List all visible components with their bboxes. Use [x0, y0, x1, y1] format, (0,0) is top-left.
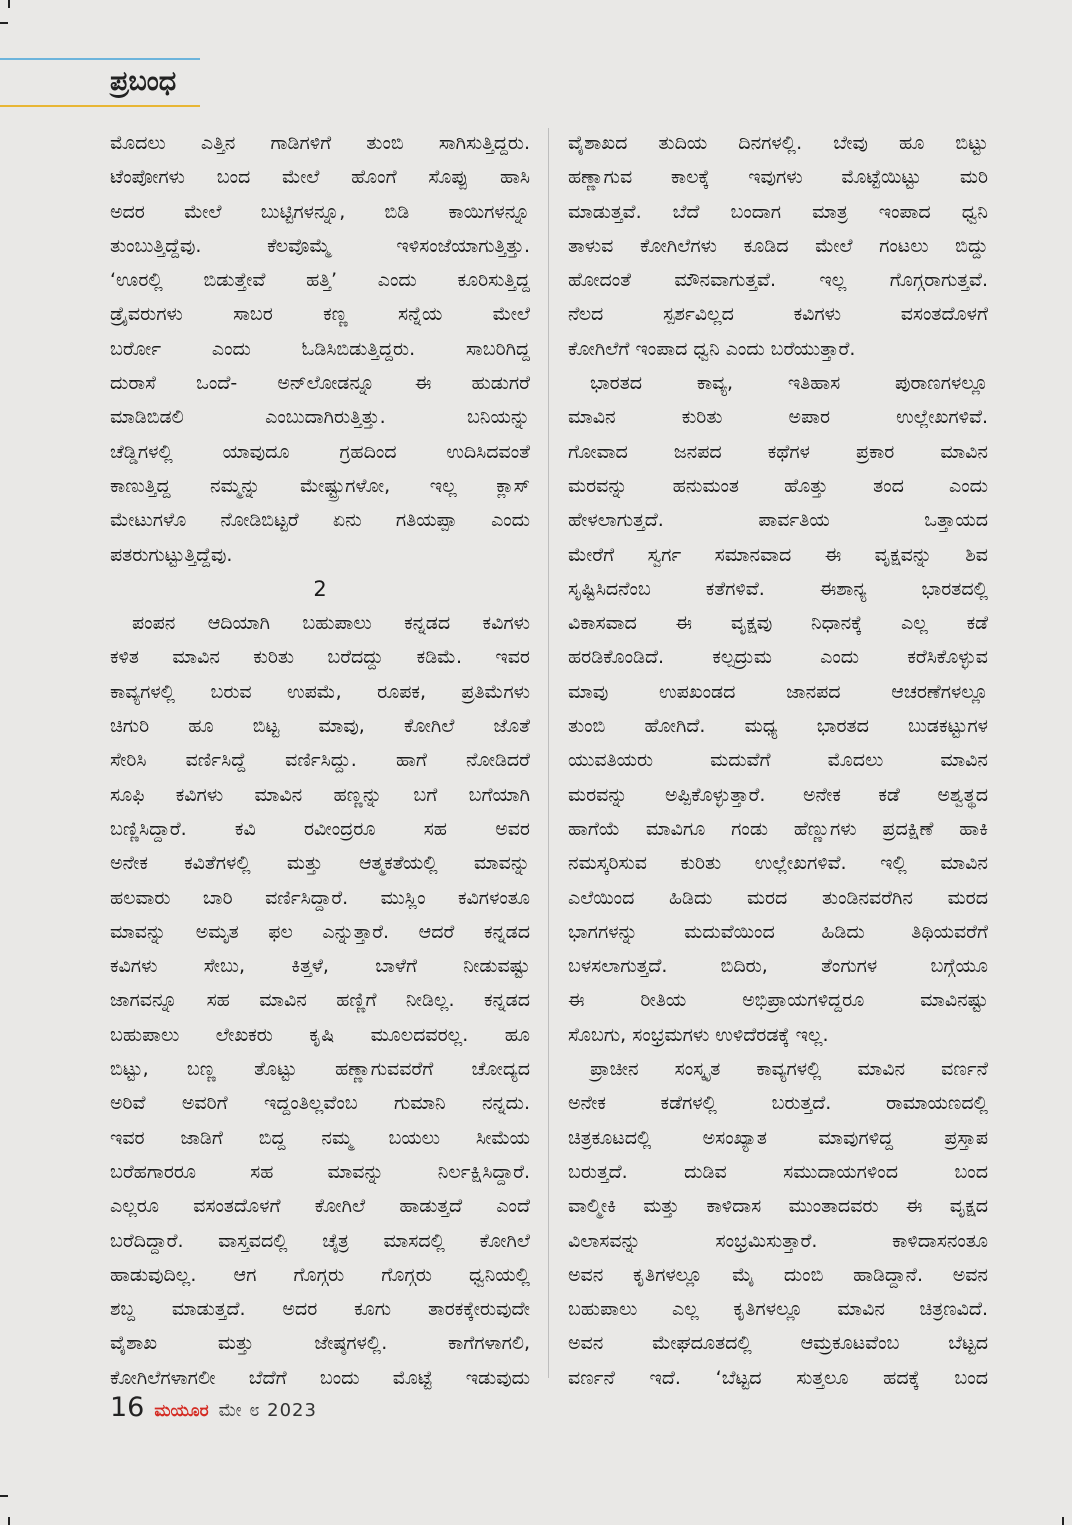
text-line: ಪಂಪನ ಆದಿಯಾಗಿ ಬಹುಪಾಲು ಕನ್ನಡದ ಕವಿಗಳು: [132, 612, 530, 635]
text-line: ಮರವನ್ನು ಅಪ್ಪಿಕೊಳ್ಳುತ್ತಾರೆ. ಅನೇಕ ಕಡೆ ಅಶ್ವತ್ಥದ: [568, 783, 988, 806]
text-line: ಮಾವು ಉಪಖಂಡದ ಜಾನಪದ ಆಚರಣೆಗಳಲ್ಲೂ: [568, 680, 988, 703]
text-line: ವೈಶಾಖದ ತುದಿಯ ದಿನಗಳಲ್ಲಿ. ಬೇವು ಹೂ ಬಿಟ್ಟು: [568, 132, 988, 154]
text-line: ಹೇಳಲಾಗುತ್ತದೆ. ಪಾರ್ವತಿಯ ಒತ್ತಾಯದ: [568, 509, 988, 532]
left-text-column: [110, 126, 530, 1395]
page-number: 16: [110, 1392, 145, 1423]
text-line: ಎಲ್ಲರೂ ವಸಂತದೊಳಗೆ ಕೋಗಿಲೆ ಹಾಡುತ್ತದೆ ಎಂದೆ: [110, 1195, 530, 1218]
crop-mark: [1062, 1517, 1064, 1525]
text-line: ಬಣ್ಣಿಸಿದ್ದಾರೆ. ಕವಿ ರವೀಂದ್ರರೂ ಸಹ ಅವರ: [110, 817, 530, 840]
crop-mark: [8, 1517, 10, 1525]
text-line: ಚಿಗುರಿ ಹೂ ಬಿಟ್ಟ ಮಾವು, ಕೋಗಿಲೆ ಜೊತೆ: [110, 715, 530, 738]
text-line: ಪ್ರಾಚೀನ ಸಂಸ್ಕೃತ ಕಾವ್ಯಗಳಲ್ಲಿ ಮಾವಿನ ವರ್ಣನೆ: [590, 1058, 988, 1081]
text-line: ಹಾಗೆಯೆ ಮಾವಿಗೂ ಗಂಡು ಹೆಣ್ಣುಗಳು ಪ್ರದಕ್ಷಿಣೆ ಹಾಕಿ: [568, 817, 988, 840]
magazine-name: ಮಯೂರ: [154, 1401, 209, 1421]
text-line: ನಮಸ್ಕರಿಸುವ ಕುರಿತು ಉಲ್ಲೇಖಗಳಿವೆ. ಇಲ್ಲಿ ಮಾವಿನ: [568, 852, 988, 875]
text-line: ಮಾವಿನ ಕುರಿತು ಅಪಾರ ಉಲ್ಲೇಖಗಳಿವೆ.: [568, 406, 988, 429]
text-line: ತಾಳುವ ಕೋಗಿಲೆಗಳು ಕೂಡಿದ ಮೇಲೆ ಗಂಟಲು ಬಿದ್ದು: [568, 234, 988, 257]
text-line: ಅನೇಕ ಕವಿತೆಗಳಲ್ಲಿ ಮತ್ತು ಆತ್ಮಕತೆಯಲ್ಲಿ ಮಾವನ್ನು: [110, 852, 530, 875]
page-footer: [110, 1392, 317, 1426]
text-line: ಬಹುಪಾಲು ಲೇಖಕರು ಕೃಷಿ ಮೂಲದವರಲ್ಲ. ಹೂ: [110, 1023, 530, 1046]
section-title: ಪ್ರಬಂಧ: [110, 66, 177, 97]
text-line: ಯುವತಿಯರು ಮದುವೆಗೆ ಮೊದಲು ಮಾವಿನ: [568, 749, 988, 772]
text-line: ಅದರ ಮೇಲೆ ಬುಟ್ಟಿಗಳನ್ನೂ, ಬಿಡಿ ಕಾಯಿಗಳನ್ನೂ: [110, 200, 530, 223]
text-line: ಬಹುಪಾಲು ಎಲ್ಲ ಕೃತಿಗಳಲ್ಲೂ ಮಾವಿನ ಚಿತ್ರಣವಿದೆ.: [568, 1298, 988, 1321]
issue-date: ಮೇ ೮ 2023: [218, 1400, 317, 1421]
text-line: ಚಿತ್ರಕೂಟದಲ್ಲಿ ಅಸಂಖ್ಯಾತ ಮಾವುಗಳಿದ್ದ ಪ್ರಸ್ತಾಪ: [568, 1126, 988, 1149]
text-line: ಕವಿಗಳು ಸೇಬು, ಕಿತ್ತಳೆ, ಬಾಳೆಗೆ ನೀಡುವಷ್ಟು: [110, 955, 530, 978]
text-line: ವೈಶಾಖ ಮತ್ತು ಜೇಷ್ಠಗಳಲ್ಲಿ. ಕಾಗೆಗಳಾಗಲಿ,: [110, 1332, 530, 1355]
text-line: ಮೇರೆಗೆ ಸ್ವರ್ಗ ಸಮಾನವಾದ ಈ ವೃಕ್ಷವನ್ನು ಶಿವ: [568, 543, 988, 566]
text-line: ಹಣ್ಣಾಗುವ ಕಾಲಕ್ಕೆ ಇವುಗಳು ಮೊಟ್ಟೆಯಿಟ್ಟು ಮರಿ: [568, 166, 988, 189]
text-line: ನೆಲದ ಸ್ಪರ್ಶವಿಲ್ಲದ ಕವಿಗಳು ವಸಂತದೊಳಗೆ: [568, 303, 988, 326]
header-rule-top: [0, 58, 200, 60]
header-rule-bottom: [0, 105, 200, 107]
text-line: ಕಳಿತ ಮಾವಿನ ಕುರಿತು ಬರೆದದ್ದು ಕಡಿಮೆ. ಇವರ: [110, 646, 530, 669]
text-line: ಮಾಡಿಬಿಡಲಿ ಎಂಬುದಾಗಿರುತ್ತಿತ್ತು. ಬನಿಯನ್ನು: [110, 406, 530, 429]
text-line: ತುಂಬಿ ಹೋಗಿದೆ. ಮಧ್ಯ ಭಾರತದ ಬುಡಕಟ್ಟುಗಳ: [568, 715, 988, 738]
text-line: ಬರೆದಿದ್ದಾರೆ. ವಾಸ್ತವದಲ್ಲಿ ಚೈತ್ರ ಮಾಸದಲ್ಲಿ ಕೋಗಿಲೆ: [110, 1229, 530, 1252]
text-line: ಕಾವ್ಯಗಳಲ್ಲಿ ಬರುವ ಉಪಮೆ, ರೂಪಕ, ಪ್ರತಿಮೆಗಳು: [110, 680, 530, 703]
text-line: ಬರೆಹಗಾರರೂ ಸಹ ಮಾವನ್ನು ನಿರ್ಲಕ್ಷಿಸಿದ್ದಾರೆ.: [110, 1160, 530, 1183]
crop-mark: [8, 0, 10, 8]
text-line: ಅನೇಕ ಕಡೆಗಳಲ್ಲಿ ಬರುತ್ತದೆ. ರಾಮಾಯಣದಲ್ಲಿ: [568, 1092, 988, 1115]
text-line: ಹಲವಾರು ಬಾರಿ ವರ್ಣಿಸಿದ್ದಾರೆ. ಮುಸ್ಲಿಂ ಕವಿಗಳಂತೂ: [110, 886, 530, 909]
text-line: ಭಾಗಗಳನ್ನು ಮದುವೆಯಿಂದ ಹಿಡಿದು ತಿಥಿಯವರೆಗೆ: [568, 920, 988, 943]
text-line: ಅವನ ಮೇಘದೂತದಲ್ಲಿ ಆಮ್ರಕೂಟವೆಂಬ ಬೆಟ್ಟದ: [568, 1332, 988, 1355]
text-line: ಸೇರಿಸಿ ವರ್ಣಿಸಿದ್ದೆ ವರ್ಣಿಸಿದ್ದು. ಹಾಗೆ ನೋಡಿದರೆ: [110, 749, 530, 772]
text-line: ‘ಊರಲ್ಲಿ ಬಿಡುತ್ತೇವೆ ಹತ್ತಿ’ ಎಂದು ಕೂರಿಸುತ್ತಿದ್ದ: [110, 269, 530, 292]
text-line: ಟೆಂಪೋಗಳು ಬಂದ ಮೇಲೆ ಹೊಂಗೆ ಸೊಪ್ಪು ಹಾಸಿ: [110, 166, 530, 189]
text-line: ಅವನ ಕೃತಿಗಳಲ್ಲೂ ಮೈ ದುಂಬಿ ಹಾಡಿದ್ದಾನೆ. ಅವನ: [568, 1263, 988, 1286]
section-header: [0, 58, 200, 108]
text-line: ಭಾರತದ ಕಾವ್ಯ, ಇತಿಹಾಸ ಪುರಾಣಗಳಲ್ಲೂ: [590, 372, 988, 395]
text-line: ಸೊಬಗು, ಸಂಭ್ರಮಗಳು ಉಳಿದೆರಡಕ್ಕೆ ಇಲ್ಲ.: [568, 1023, 829, 1046]
text-line: ಮಾಡುತ್ತವೆ. ಬೆದೆ ಬಂದಾಗ ಮಾತ್ರ ಇಂಪಾದ ಧ್ವನಿ: [568, 200, 988, 223]
text-line: ಬರ್ರೋ ಎಂದು ಓಡಿಸಿಬಿಡುತ್ತಿದ್ದರು. ಸಾಬರಿಗಿದ್ದ: [110, 337, 530, 360]
text-line: ಸೃಷ್ಟಿಸಿದನೆಂಬ ಕತೆಗಳಿವೆ. ಈಶಾನ್ಯ ಭಾರತದಲ್ಲಿ: [568, 577, 988, 600]
right-text-column: [568, 126, 988, 1395]
text-line: ಹರಡಿಕೊಂಡಿದೆ. ಕಲ್ಪದ್ರುಮ ಎಂದು ಕರೆಸಿಕೊಳ್ಳುವ: [568, 646, 988, 669]
text-line: ಮಾವನ್ನು ಅಮೃತ ಫಲ ಎನ್ನುತ್ತಾರೆ. ಆದರೆ ಕನ್ನಡದ: [110, 920, 530, 943]
text-line: ಸೂಫಿ ಕವಿಗಳು ಮಾವಿನ ಹಣ್ಣನ್ನು ಬಗೆ ಬಗೆಯಾಗಿ: [110, 783, 530, 806]
column-divider: [548, 128, 549, 1378]
text-line: ಕೋಗಿಲೆಗಳಾಗಲೀ ಬೆದೆಗೆ ಬಂದು ಮೊಟ್ಟೆ ಇಡುವುದು: [110, 1366, 530, 1389]
text-line: ಬಳಸಲಾಗುತ್ತದೆ. ಬಿದಿರು, ತೆಂಗುಗಳ ಬಗ್ಗೆಯೂ: [568, 955, 988, 978]
text-line: ಹೋದಂತೆ ಮೌನವಾಗುತ್ತವೆ. ಇಲ್ಲ ಗೊಗ್ಗರಾಗುತ್ತವೆ.: [568, 269, 988, 292]
text-line: ವಾಲ್ಮೀಕಿ ಮತ್ತು ಕಾಳಿದಾಸ ಮುಂತಾದವರು ಈ ವೃಕ್ಷದ: [568, 1195, 988, 1218]
text-line: ಮೇಟುಗಳೊ ನೋಡಿಬಿಟ್ಟರೆ ಏನು ಗತಿಯಪ್ಪಾ ಎಂದು: [110, 509, 530, 532]
text-line: ವಿಲಾಸವನ್ನು ಸಂಭ್ರಮಿಸುತ್ತಾರೆ. ಕಾಳಿದಾಸನಂತೂ: [568, 1229, 988, 1252]
text-line: ಇವರ ಜಾಡಿಗೆ ಬಿದ್ದ ನಮ್ಮ ಬಯಲು ಸೀಮೆಯ: [110, 1126, 530, 1149]
text-line: ವರ್ಣನೆ ಇದೆ. ‘ಬೆಟ್ಟದ ಸುತ್ತಲೂ ಹದಕ್ಕೆ ಬಂದ: [568, 1366, 988, 1389]
text-line: ಪತರುಗುಟ್ಟುತ್ತಿದ್ದೆವು.: [110, 543, 233, 566]
crop-mark: [0, 1495, 8, 1497]
text-line: ಡ್ರೈವರುಗಳು ಸಾಬರ ಕಣ್ಣ ಸನ್ನೆಯ ಮೇಲೆ: [110, 303, 530, 326]
text-line: ಮೊದಲು ಎತ್ತಿನ ಗಾಡಿಗಳಿಗೆ ತುಂಬಿ ಸಾಗಿಸುತ್ತಿದ್ದರು.: [110, 132, 530, 154]
text-line: ಹಾಡುವುದಿಲ್ಲ. ಆಗ ಗೊಗ್ಗರು ಗೊಗ್ಗರು ಧ್ವನಿಯಲ್ಲಿ: [110, 1263, 530, 1286]
text-line: ಅರಿವೆ ಅವರಿಗೆ ಇದ್ದಂತಿಲ್ಲವೆಂಬ ಗುಮಾನಿ ನನ್ನದು.: [110, 1092, 530, 1115]
text-line: ಬರುತ್ತದೆ. ದುಡಿವ ಸಮುದಾಯಗಳಿಂದ ಬಂದ: [568, 1160, 988, 1183]
text-line: ಶಬ್ದ ಮಾಡುತ್ತದೆ. ಅದರ ಕೂಗು ತಾರಕಕ್ಕೇರುವುದೇ: [110, 1298, 530, 1321]
text-line: ಜಾಗವನ್ನೂ ಸಹ ಮಾವಿನ ಹಣ್ಣಿಗೆ ನೀಡಿಲ್ಲ. ಕನ್ನಡದ: [110, 989, 530, 1012]
text-line: ಚೆಡ್ಡಿಗಳಲ್ಲಿ ಯಾವುದೂ ಗ್ರಹದಿಂದ ಉದಿಸಿದವಂತೆ: [110, 440, 530, 463]
text-line: ಮರವನ್ನು ಹನುಮಂತ ಹೊತ್ತು ತಂದ ಎಂದು: [568, 474, 988, 497]
text-line: ಗೋವಾದ ಜನಪದ ಕಥೆಗಳ ಪ್ರಕಾರ ಮಾವಿನ: [568, 440, 988, 463]
text-line: ಎಲೆಯಿಂದ ಹಿಡಿದು ಮರದ ತುಂಡಿನವರೆಗಿನ ಮರದ: [568, 886, 988, 909]
text-line: ಕೋಗಿಲೆಗೆ ಇಂಪಾದ ಧ್ವನಿ ಎಂದು ಬರೆಯುತ್ತಾರೆ.: [568, 337, 856, 360]
crop-mark: [0, 22, 8, 24]
text-line: ತುಂಬುತ್ತಿದ್ದೆವು. ಕೆಲವೊಮ್ಮೆ ಇಳಿಸಂಜೆಯಾಗುತ್ತಿತ್ತು.: [110, 234, 530, 257]
text-line: 2: [313, 576, 327, 601]
text-line: ವಿಕಾಸವಾದ ಈ ವೃಕ್ಷವು ನಿಧಾನಕ್ಕೆ ಎಲ್ಲ ಕಡೆ: [568, 612, 988, 635]
text-line: ಈ ರೀತಿಯ ಅಭಿಪ್ರಾಯಗಳಿದ್ದರೂ ಮಾವಿನಷ್ಟು: [568, 989, 988, 1012]
text-line: ಕಾಣುತ್ತಿದ್ದ ನಮ್ಮನ್ನು ಮೇಷ್ಟ್ರುಗಳೋ, ಇಲ್ಲ ಕ್ಲಾಸ್: [110, 474, 530, 497]
text-line: ಬಿಟ್ಟು, ಬಣ್ಣ ತೊಟ್ಟು ಹಣ್ಣಾಗುವವರೆಗೆ ಚೋದ್ಯದ: [110, 1058, 530, 1081]
text-line: ದುರಾಸೆ ಒಂದೆ- ಅನ್‌ಲೋಡನ್ನೂ ಈ ಹುಡುಗರೆ: [110, 372, 530, 395]
